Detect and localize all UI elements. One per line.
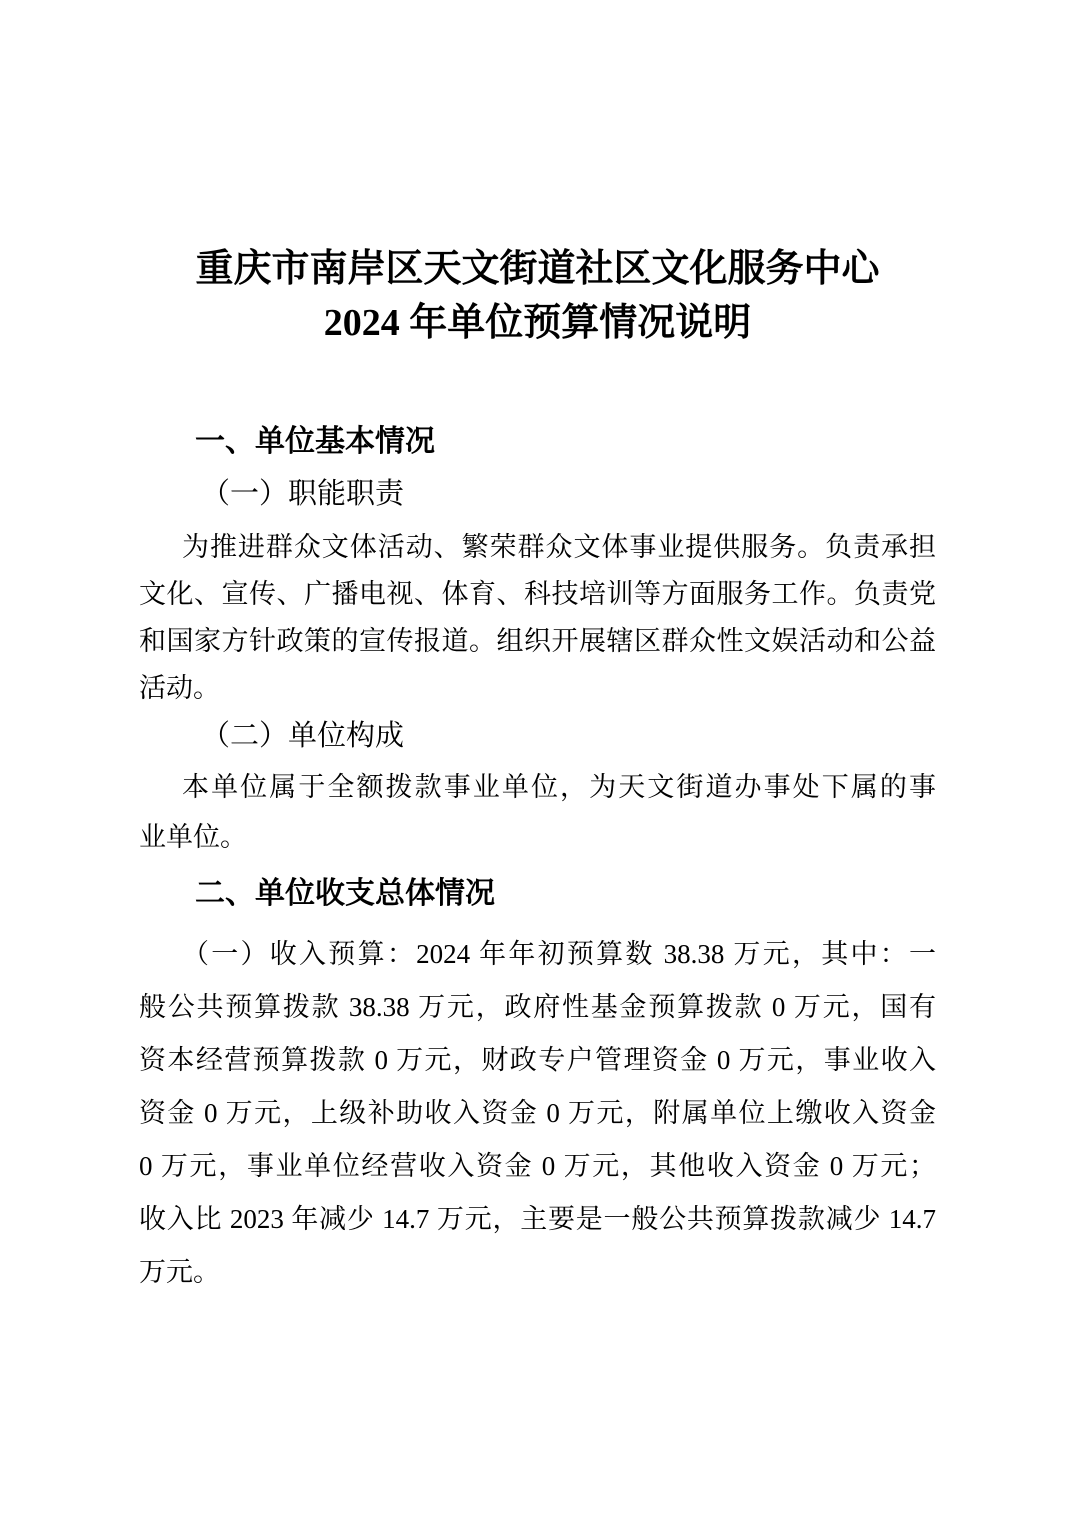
paragraph-composition <box>139 762 936 862</box>
subsection-1-2-heading: （二）单位构成 <box>201 720 405 752</box>
doc-title <box>139 242 936 350</box>
text-line: 活动。 <box>139 673 220 703</box>
section-1-heading: 一、单位基本情况 <box>195 425 435 458</box>
text-line: 0 万元，事业单位经营收入资金 0 万元，其他收入资金 0 万元； <box>139 1151 936 1181</box>
subsection-1-1-heading: （一）职能职责 <box>201 478 405 510</box>
text-line: 收入比 2023 年减少 14.7 万元，主要是一般公共预算拨款减少 14.7 <box>139 1204 936 1234</box>
text-line: 万元。 <box>139 1257 220 1287</box>
text-line: 资金 0 万元，上级补助收入资金 0 万元，附属单位上缴收入资金 <box>139 1098 936 1128</box>
text-line: 本单位属于全额拨款事业单位，为天文街道办事处下属的事 <box>182 772 936 802</box>
document-content <box>139 242 936 1299</box>
text-line: 业单位。 <box>139 822 247 852</box>
doc-title-line-2: 2024 年单位预算情况说明 <box>323 302 752 344</box>
section-2-heading: 二、单位收支总体情况 <box>195 877 495 910</box>
text-line: 和国家方针政策的宣传报道。组织开展辖区群众性文娱活动和公益 <box>139 626 936 656</box>
paragraph-income-budget <box>139 928 936 1299</box>
paragraph-duties <box>139 524 936 712</box>
text-line: 般公共预算拨款 38.38 万元，政府性基金预算拨款 0 万元，国有 <box>139 992 936 1022</box>
text-line: 文化、宣传、广播电视、体育、科技培训等方面服务工作。负责党 <box>139 579 936 609</box>
doc-title-line-1: 重庆市南岸区天文街道社区文化服务中心 <box>195 248 880 290</box>
text-line: 资本经营预算拨款 0 万元，财政专户管理资金 0 万元，事业收入 <box>139 1045 936 1075</box>
text-line: 为推进群众文体活动、繁荣群众文体事业提供服务。负责承担 <box>182 532 936 562</box>
text-line: （一）收入预算：2024 年年初预算数 38.38 万元，其中：一 <box>182 939 936 969</box>
